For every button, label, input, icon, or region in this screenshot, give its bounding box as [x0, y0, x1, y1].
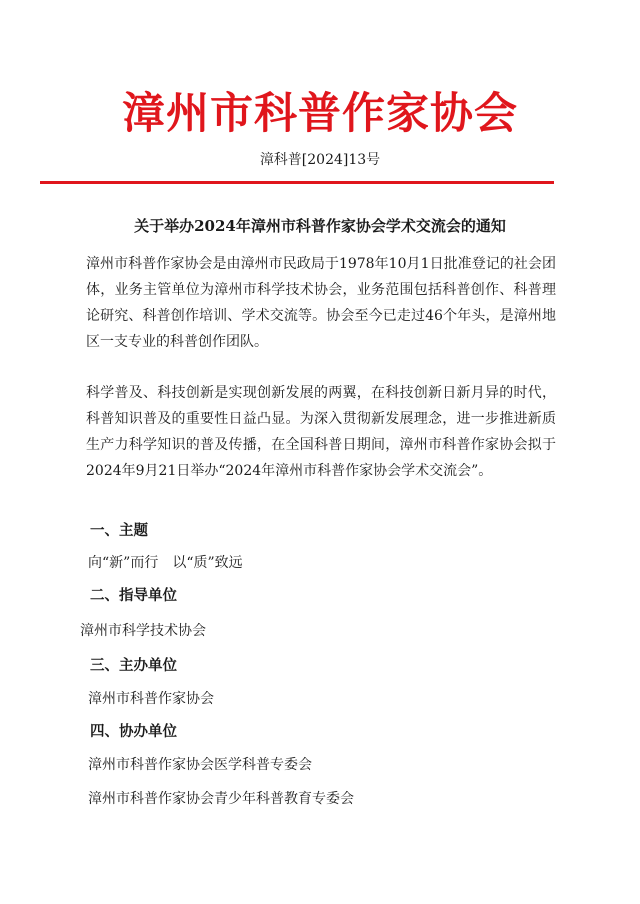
co-organizer-youth: 漳州市科普作家协会青少年科普教育专委会 — [88, 791, 354, 807]
section-heading-co-organizer: 四、协办单位 — [90, 723, 177, 740]
section-heading-organizer: 三、主办单位 — [90, 657, 177, 674]
co-organizer-medical: 漳州市科普作家协会医学科普专委会 — [88, 757, 312, 773]
theme-text: 向“新”而行 以“质”致远 — [88, 555, 243, 571]
organization-header: 漳州市科普作家协会 — [122, 89, 518, 139]
section-heading-theme: 一、主题 — [90, 522, 148, 539]
red-divider-line — [40, 181, 554, 184]
intro-paragraph: 漳州市科普作家协会是由漳州市民政局于1978年10月1日批准登记的社会团体，业务主管单位为漳州市科学技术协会，业务范围包括科普创作、科普理论研究、科普创作培训、学术交流等。协会至今已走过46个年头，是漳州地区一支专业的科普创作团队。 — [86, 256, 556, 350]
guiding-unit-name: 漳州市科学技术协会 — [80, 623, 206, 639]
background-paragraph: 科学普及、科技创新是实现创新发展的两翼，在科技创新日新月异的时代，科普知识普及的重要性日益凸显。为深入贯彻新发展理念，进一步推进新质生产力科学知识的普及传播，在全国科普日期间，漳州市科普作家协会拟于2024年9月21日举办“2024年漳州市科普作家协会学术交流会”。 — [86, 385, 556, 479]
section-heading-guiding-unit: 二、指导单位 — [90, 587, 177, 604]
organizer-name: 漳州市科普作家协会 — [88, 691, 214, 707]
document-number: 漳科普[2024]13号 — [259, 152, 381, 168]
notice-title: 关于举办2024年漳州市科普作家协会学术交流会的通知 — [134, 217, 506, 235]
